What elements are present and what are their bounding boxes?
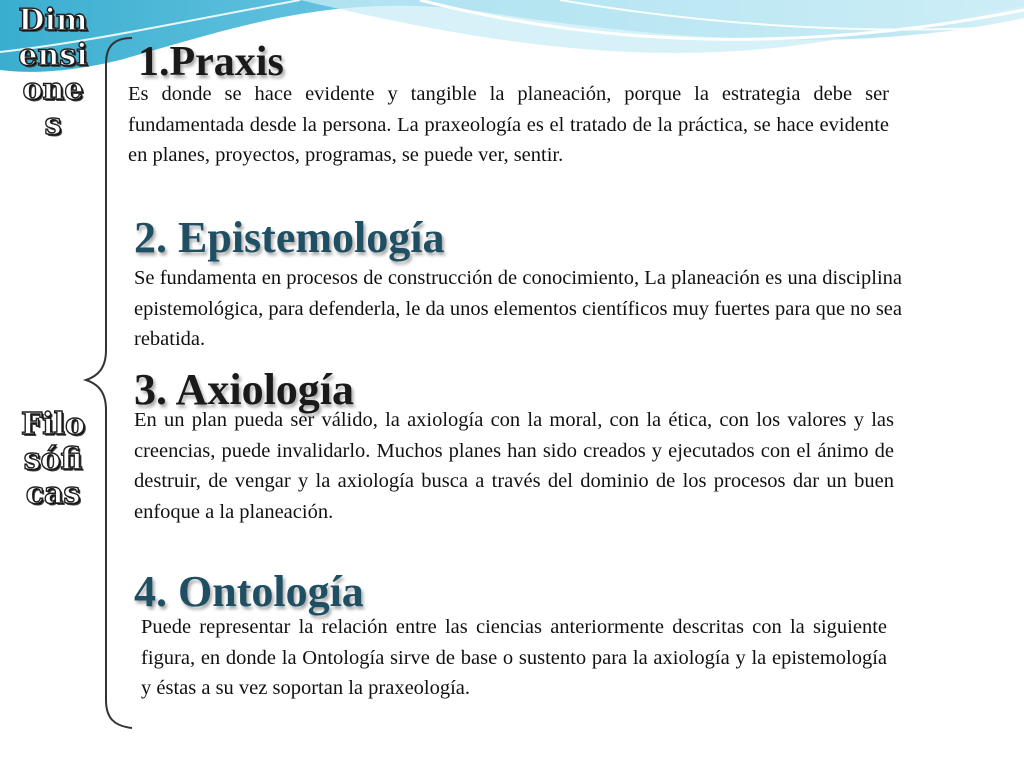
heading-epistemologia: 2. Epistemología [134,213,445,262]
paragraph-ontologia: Puede representar la relación entre las ciencias anteriormente descritas con la siguiente figura, en donde la Ontología sirve de base o sustento para la axiología y la epistemología y éstas a su vez soportan la praxeología. [141,616,887,699]
vertical-title-filosoficas: Filosóficas [20,407,86,511]
paragraph-praxis: Es donde se hace evidente y tangible la planeación, porque la estrategia debe ser fundamentada desde la persona. La praxeología es el tratado de la práctica, se hace evidente en planes, proyectos, programas, se puede ver, sentir. [128,83,889,166]
heading-ontologia: 4. Ontología [134,567,364,616]
paragraph-epistemologia: Se fundamenta en procesos de construcción de conocimiento, La planeación es una disciplina epistemológica, para defenderla, le da unos elementos científicos muy fuertes para que no sea rebatida. [134,267,902,350]
vertical-title-dimensiones: Dimensiones [18,3,88,142]
paragraph-axiologia: En un plan pueda ser válido, la axiología con la moral, con la ética, con los valores y las creencias, puede invalidarlo. Muchos planes han sido creados y ejecutados con el ánimo de destruir, de vengar y la axiología busca a través del dominio de los procesos dar un buen enfoque a la planeación. [134,409,894,523]
heading-praxis: 1.Praxis [138,39,284,85]
heading-axiologia: 3. Axiología [134,365,355,414]
